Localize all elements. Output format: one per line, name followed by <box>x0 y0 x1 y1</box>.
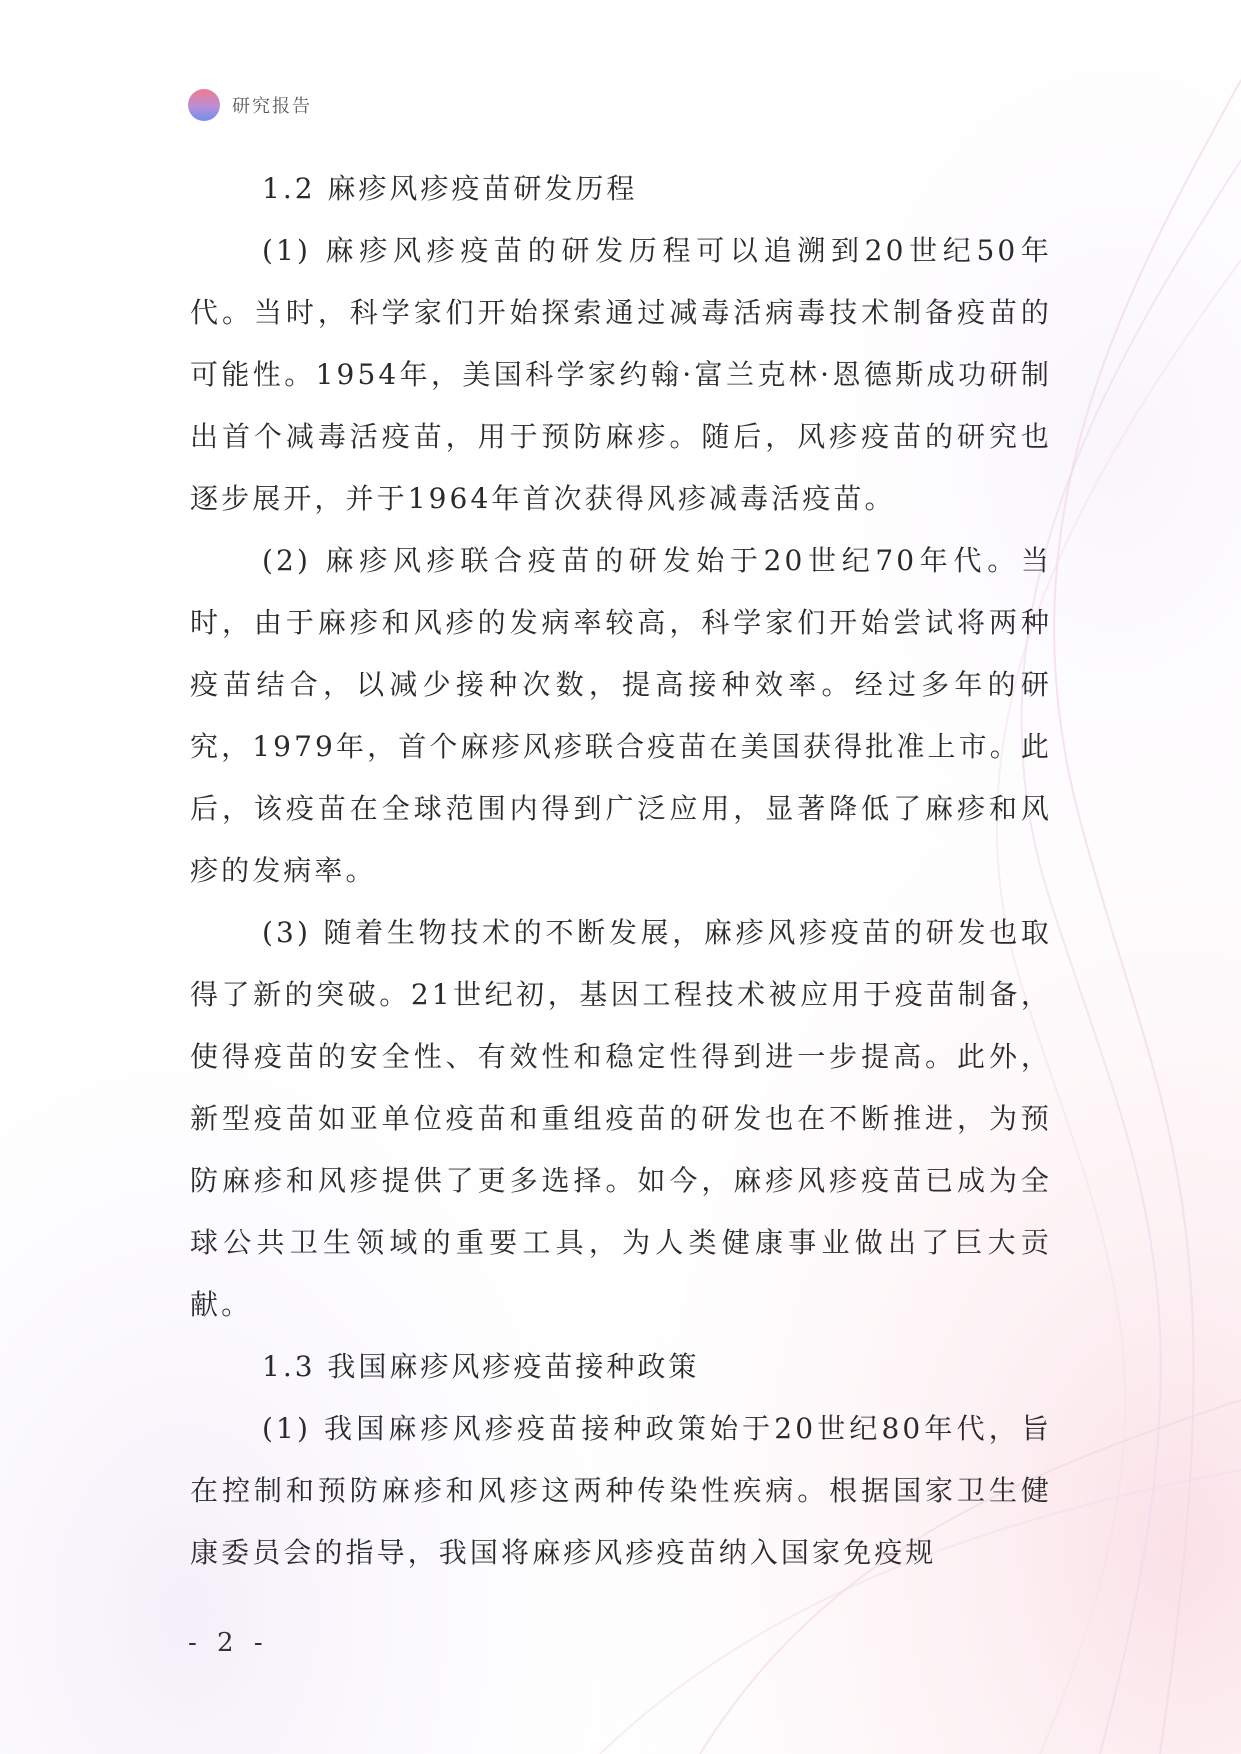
section-heading-1-3: 1.3 我国麻疹风疹疫苗接种政策 <box>262 1350 700 1383</box>
paragraph-1-2-1: (1) 麻疹风疹疫苗的研发历程可以追溯到20世纪50年代。当时，科学家们开始探索通过减毒活病毒技术制备疫苗的可能性。1954年，美国科学家约翰·富兰克林·恩德斯成功研制出首个减毒活疫苗，用于预防麻疹。随后，风疹疫苗的研究也逐步展开，并于1964年首次获得风疹减毒活疫苗。 <box>190 234 1052 515</box>
document-body <box>190 158 1052 1584</box>
header-title: 研究报告 <box>232 96 312 117</box>
report-header <box>188 88 312 122</box>
paragraph-1-2-2: (2) 麻疹风疹联合疫苗的研发始于20世纪70年代。当时，由于麻疹和风疹的发病率较高，科学家们开始尝试将两种疫苗结合，以减少接种次数，提高接种效率。经过多年的研究，1979年，首个麻疹风疹联合疫苗在美国获得批准上市。此后，该疫苗在全球范围内得到广泛应用，显著降低了麻疹和风疹的发病率。 <box>190 544 1052 887</box>
paragraph-1-2-3: (3) 随着生物技术的不断发展，麻疹风疹疫苗的研发也取得了新的突破。21世纪初，基因工程技术被应用于疫苗制备，使得疫苗的安全性、有效性和稳定性得到进一步提高。此外，新型疫苗如亚单位疫苗和重组疫苗的研发也在不断推进，为预防麻疹和风疹提供了更多选择。如今，麻疹风疹疫苗已成为全球公共卫生领域的重要工具，为人类健康事业做出了巨大贡献。 <box>190 916 1052 1321</box>
paragraph-1-3-1: (1) 我国麻疹风疹疫苗接种政策始于20世纪80年代，旨在控制和预防麻疹和风疹这两种传染性疾病。根据国家卫生健康委员会的指导，我国将麻疹风疹疫苗纳入国家免疫规 <box>190 1412 1052 1569</box>
section-heading-1-2: 1.2 麻疹风疹疫苗研发历程 <box>262 172 638 205</box>
logo-circle-icon <box>188 89 220 121</box>
page-number: - 2 - <box>188 1628 269 1658</box>
